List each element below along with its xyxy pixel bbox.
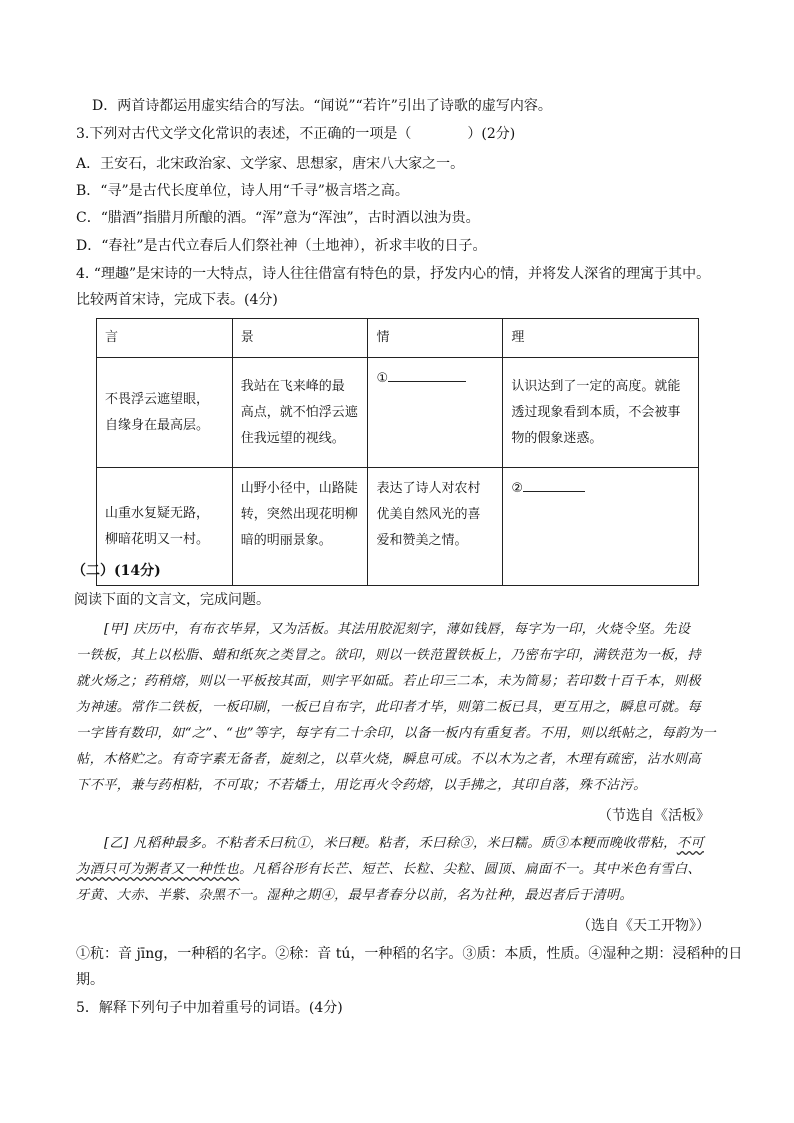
q3-option-d: D．“春社”是古代立春后人们祭社神（土地神），祈求丰收的日子。 [76, 238, 487, 254]
passage-yi-line: 为酒只可为粥者又一种性也。凡稻谷形有长芒、短芒、长粒、尖粒、圆顶、扁面不一。其中米色有雪白、 [76, 862, 702, 877]
passage-jia-line: 一字皆有数印，如“之”、“也”等字，每字有二十余印，以备一板内有重复者。不用，则以纸帖之，每韵为一 [76, 726, 717, 741]
row2-yan: 山重水复疑无路， 柳暗花明又一村。 [97, 468, 233, 586]
passage-jia-line: 就火炀之；药稍熔，则以一平板按其面，则字平如砥。若止印三二本，未为简易；若印数十百千本，则极 [76, 674, 702, 689]
comparison-table [96, 318, 699, 586]
table-row [97, 468, 699, 586]
q3-option-b: B．“寻”是古代长度单位，诗人用“千寻”极言塔之高。 [76, 183, 409, 199]
annotation-notes-line1: ①秔：音 jīng，一种稻的名字。②稌：音 tú，一种稻的名字。③质：本质，性质。④湿种之期：浸稻种的日 [76, 946, 743, 962]
header-yan: 言 [97, 319, 233, 358]
answer-blank-2[interactable] [523, 477, 585, 492]
passage-yi-line: 牙黄、大赤、半紫、杂黑不一。湿种之期④，最早者春分以前，名为社种，最迟者后于清明。 [76, 888, 634, 903]
passage-yi-line: [乙] 凡稻种最多。不粘者禾曰秔①，米曰粳。粘者，禾曰稌③，米曰糯。质③本粳而晚收带粘，不可 [104, 836, 704, 851]
row1-yan: 不畏浮云遮望眼， 自缘身在最高层。 [97, 358, 233, 468]
q4-stem-line1: 4. “理趣”是宋诗的一大特点，诗人往往借富有特色的景，抒发内心的情，并将发人深省的理寓于其中。 [76, 266, 711, 282]
passage-jia-source: （节选自《活板》 [598, 808, 710, 824]
passage-jia-line: 帖，木格贮之。有奇字素无备者，旋刻之，以草火烧，瞬息可成。不以木为之者，木理有疏密，沾水则高 [76, 752, 702, 767]
passage-jia-line: [甲] 庆历中，有布衣毕昇，又为活板。其法用胶泥刻字，薄如钱唇，每字为一印，火烧令坚。先设 [104, 622, 691, 637]
q2-option-d: D．两首诗都运用虚实结合的写法。“闻说”“若许”引出了诗歌的虚写内容。 [92, 98, 552, 114]
row2-li-answer[interactable]: ② [503, 468, 699, 586]
passage-jia-line: 下不平，兼与药相粘，不可取；不若燔土，用讫再火令药熔，以手拂之，其印自落，殊不沾污。 [76, 778, 647, 793]
q3-option-a: A．王安石，北宋政治家、文学家、思想家，唐宋八大家之一。 [76, 156, 465, 172]
row1-li: 认识达到了一定的高度。就能 透过现象看到本质，不会被事 物的假象迷惑。 [503, 358, 699, 468]
passage-jia-line: 一铁板，其上以松脂、蜡和纸灰之类冒之。欲印，则以一铁范置铁板上，乃密布字印，满铁范为一板，持 [76, 648, 702, 663]
row2-jing: 山野小径中，山路陡 转，突然出现花明柳 暗的明丽景象。 [232, 468, 368, 586]
section-intro: 阅读下面的文言文，完成问题。 [74, 592, 270, 608]
q3-option-c: C．“腊酒”指腊月所酿的酒。“浑”意为“浑浊”，古时酒以浊为贵。 [76, 210, 480, 226]
table-header-row [97, 319, 699, 358]
answer-blank-1[interactable] [388, 367, 466, 382]
q4-stem-line2: 比较两首宋诗，完成下表。(4分) [76, 292, 278, 308]
table-row [97, 358, 699, 468]
header-qing: 情 [368, 319, 503, 358]
passage-yi-source: （选自《天工开物》） [577, 918, 710, 934]
q5-stem: 5．解释下列句子中加着重号的词语。(4分) [76, 1000, 343, 1016]
header-li: 理 [503, 319, 699, 358]
section-title: （二）(14分) [72, 563, 161, 579]
row2-qing: 表达了诗人对农村 优美自然风光的喜 爱和赞美之情。 [368, 468, 503, 586]
passage-jia-line: 为神速。常作二铁板，一板印刷，一板已自布字，此印者才毕，则第二板已具，更互用之，瞬息可就。每 [76, 700, 702, 715]
row1-jing: 我站在飞来峰的最 高点，就不怕浮云遮 住我远望的视线。 [232, 358, 368, 468]
q3-stem: 3.下列对古代文学文化常识的表述，不正确的一项是（ ）(2分) [76, 126, 516, 142]
header-jing: 景 [232, 319, 368, 358]
row1-qing-answer[interactable]: ① [368, 358, 503, 468]
annotation-notes-line2: 期。 [76, 972, 104, 988]
